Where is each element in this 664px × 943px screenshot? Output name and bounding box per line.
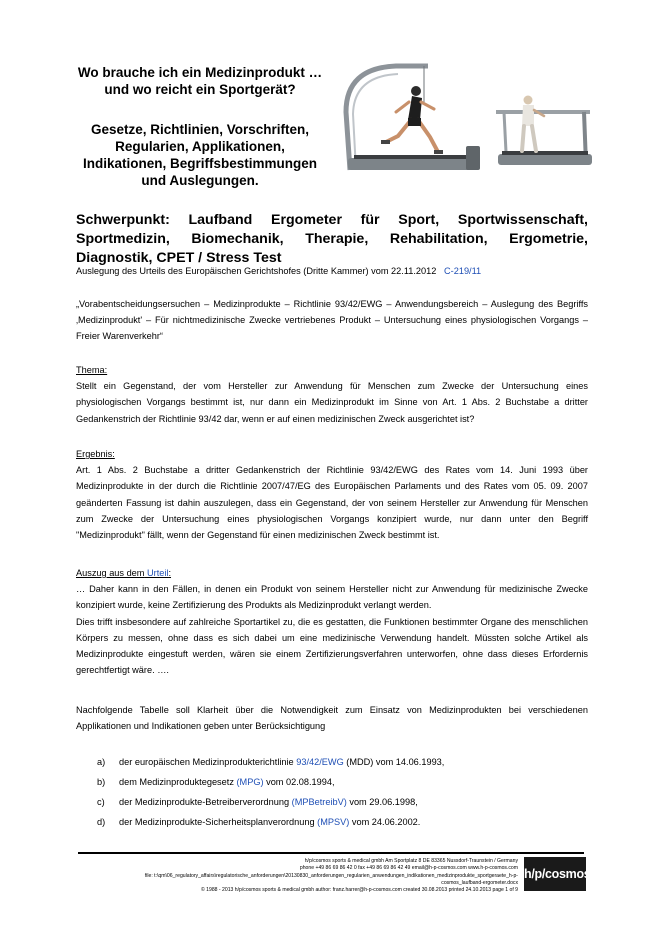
footer-info	[76, 858, 518, 894]
mpbetreibv-link[interactable]: (MPBetreibV)	[291, 797, 347, 807]
ergebnis-label: Ergebnis:	[76, 449, 115, 459]
list-marker: d)	[97, 817, 106, 827]
ruling-text: Auslegung des Urteils des Europäischen Gerichtshofes (Dritte Kammer) vom 22.11.2012	[76, 266, 437, 276]
title-line-1: Wo brauche ich ein Medizinprodukt …	[77, 65, 323, 80]
footer-divider	[78, 852, 584, 854]
urteil-link[interactable]: Urteil	[147, 568, 169, 578]
intro-paragraph: Nachfolgende Tabelle soll Klarheit über die Notwendigkeit zum Einsatz von Medizinprodukten bei verschiedenen Applikationen und Indikationen geben unter Berücksichtigung	[76, 705, 588, 732]
list-item	[97, 792, 577, 812]
list-item-text: der Medizinprodukte-Betreiberverordnung	[119, 797, 290, 807]
company-logo: h/p/cosmos	[524, 857, 586, 891]
thema-label: Thema:	[76, 365, 108, 375]
subtitle-line-3: Indikationen, Begriffsbestimmungen	[82, 156, 318, 171]
mpsv-link[interactable]: (MPSV)	[317, 817, 350, 827]
list-item-text: der Medizinprodukte-Sicherheitsplanverordnung	[119, 817, 315, 827]
reference-list	[97, 752, 577, 832]
footer-copyright: © 1988 - 2013 h/p/cosmos sports & medical gmbh author: franz.harrer@h-p-cosmos.com created 30.08.2013 printed 24.10.2013 page 1 of 9	[201, 887, 518, 894]
mpg-link[interactable]: (MPG)	[236, 777, 264, 787]
footer-contact: phone +49 86 69 86 42 0 fax +49 86 69 86 42 49 email@h-p-cosmos.com www.h-p-cosmos.com	[299, 865, 518, 872]
mdd-link[interactable]: 93/42/EWG	[296, 757, 344, 767]
case-link[interactable]: C-219/11	[444, 266, 482, 276]
focus-heading: Schwerpunkt: Laufband Ergometer für Sport, Sportwissenschaft, Sportmedizin, Biomechanik, Therapie, Rehabilitation, Ergometrie, Diagnostik, CPET / Stress Test	[76, 212, 588, 266]
list-marker: c)	[97, 797, 105, 807]
subtitle-line-2: Regularien, Applikationen,	[115, 139, 285, 154]
list-item-date: (MDD) vom 14.06.1993,	[346, 757, 445, 767]
footer-file-path: file: t:\qm\06_regulatory_affairs\regulatorische_anforderungen\20130830_anforderungen_regularien_anwendungen_indikationen_medizinprodukte_sportgeraete_h-p-	[144, 872, 518, 879]
auszug-paragraph-2: Dies trifft insbesondere auf zahlreiche Sportartikel zu, die es gestatten, die Funktionen bestimmter Organe des menschlichen Körpers zu messen, ohne dass es sich dabei um eine medizinische Verwendung handelt. Müssten solche Artikel als Medizinprodukte eingestuft werden, wären sie einem Zertifizierungsverfahren unterworfen, ohne dass dieses Erfordernis gerechtfertigt wäre. ….	[76, 616, 588, 676]
ruling-quote: „Vorabentscheidungsersuchen – Medizinprodukte – Richtlinie 93/42/EWG – Anwendungsbereich – Auslegung des Begriffs ‚Medizinprodukt' – Für nichtmedizinische Zwecke vertriebenes Produkt – Untersuchung eines physiologischen Vorgangs – Freier Warenverkehr“	[76, 299, 588, 342]
auszug-label	[76, 565, 588, 581]
page-title	[70, 64, 330, 98]
auszug-label-colon: :	[168, 568, 172, 578]
footer-file-name: cosmos_laufband-ergometer.docx	[441, 879, 518, 886]
page-subtitle	[70, 121, 330, 189]
title-line-2: und wo reicht ein Sportgerät?	[104, 82, 296, 97]
list-item-date: vom 29.06.1998,	[349, 797, 418, 807]
footer-address: h/p/cosmos sports & medical gmbh Am Sportplatz 8 DE 83365 Nussdorf-Traunstein / Germany	[304, 858, 518, 864]
ergebnis-section	[76, 446, 588, 543]
ruling-line	[76, 263, 588, 279]
list-item-text: dem Medizinproduktegesetz	[119, 777, 234, 787]
ergebnis-text: Art. 1 Abs. 2 Buchstabe a dritter Gedankenstrich der Richtlinie 93/42/EWG des Rates vom 14. Juni 1993 über Medizinprodukte in der durch die Richtlinie 2007/47/EG des Europäischen Parlaments und des Rates vom 05. 09. 2007 geänderten Fassung ist dahin auszulegen, dass ein Gegenstand, der von seinem Hersteller zur Anwendung für Menschen zum Zwecke der Untersuchung eines physiologischen Vorgangs konzipiert wurde, nur dann unter den Begriff "Medizinprodukt" fällt, wenn der Gegenstand für einen medizinischen Zweck bestimmt ist.	[76, 465, 588, 541]
list-item	[97, 812, 577, 832]
list-item	[97, 752, 577, 772]
list-item-date: vom 02.08.1994,	[266, 777, 335, 787]
thema-text: Stellt ein Gegenstand, der vom Hersteller zur Anwendung für Menschen zum Zwecke der Untersuchung eines physiologischen Vorgangs bestimmt ist, nur dann ein Medizinprodukt im Sinne von Art. 1 Abs. 2 Buchstabe a dritter Gedankenstrich der Richtlinie 93/42 dar, wenn er auf einen medizinischen Zweck ausgerichtet ist?	[76, 381, 588, 424]
thema-section	[76, 362, 588, 427]
list-marker: a)	[97, 757, 106, 767]
list-marker: b)	[97, 777, 106, 787]
subtitle-line-1: Gesetze, Richtlinien, Vorschriften,	[90, 122, 310, 137]
auszug-label-text: Auszug aus dem	[76, 568, 145, 578]
auszug-section	[76, 565, 588, 678]
subtitle-line-4: und Auslegungen.	[141, 173, 259, 188]
list-item	[97, 772, 577, 792]
auszug-paragraph-1: … Daher kann in den Fällen, in denen ein Produkt von seinem Hersteller nicht zur Anwendung für medizinische Zwecke konzipiert wurde, keine Zertifizierung des Produkts als Medizinprodukt verlangt werden.	[76, 584, 588, 611]
list-item-date: vom 24.06.2002.	[351, 817, 421, 827]
list-item-text: der europäischen Medizinprodukterichtlinie	[119, 757, 294, 767]
treadmill-photo	[338, 62, 596, 180]
